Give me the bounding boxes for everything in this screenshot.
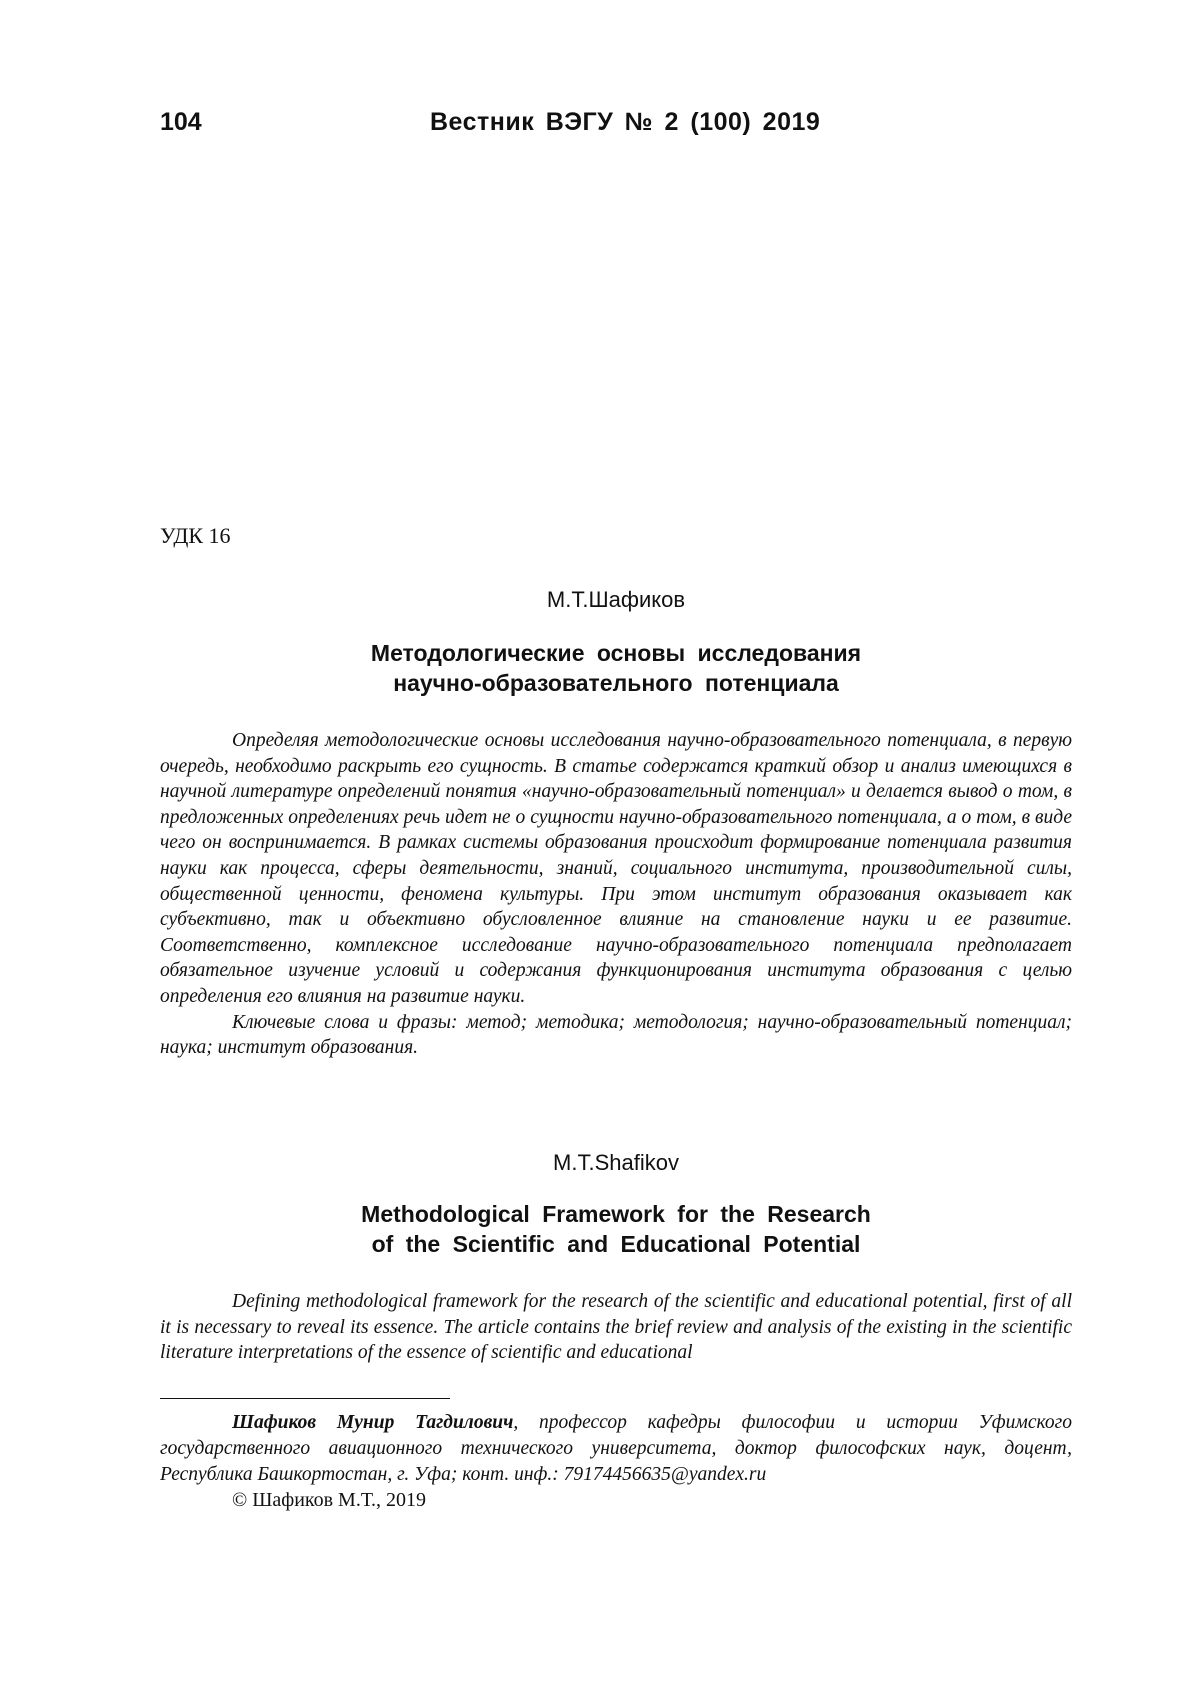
title-en-line-1: Methodological Framework for the Research bbox=[361, 1201, 871, 1227]
author-footnote bbox=[160, 1410, 1072, 1488]
page-number: 104 bbox=[160, 108, 202, 136]
article-title-en bbox=[0, 1199, 1200, 1259]
title-en-line-2: of the Scientific and Educational Potential bbox=[371, 1231, 861, 1257]
udk-code: УДК 16 bbox=[160, 523, 231, 548]
abstract-ru-text: Определяя методологические основы исследования научно-образовательного потенциала, в первую очередь, необходимо раскрыть его сущность. В статье содержатся краткий обзор и анализ имеющихся в научной литературе определений понятия «научно-образовательный потенциал» и делается вывод о том, в предложенных определениях речь идет не о сущности научно-образовательного потенциала, а о том, в виде чего он воспринимается. В рамках системы образования происходит формирование потенциала развития науки как процесса, сферы деятельности, знаний, социального института, производительной силы, общественной ценности, феномена культуры. При этом институт образования оказывает как субъективно, так и объективно обусловленное влияние на становление науки и ее развитие. Соответственно, комплексное исследование научно-образовательного потенциала предполагает обязательное изучение условий и содержания функционирования института образования с целью определения его влияния на развитие науки. bbox=[160, 730, 1072, 1007]
author-en: M.T.Shafikov bbox=[553, 1150, 679, 1175]
footnote-divider bbox=[160, 1398, 450, 1399]
journal-title: Вестник ВЭГУ № 2 (100) 2019 bbox=[430, 108, 821, 136]
title-ru-line-2: научно-образовательного потенциала bbox=[393, 670, 839, 696]
title-ru-line-1: Методологические основы исследования bbox=[370, 640, 862, 666]
copyright-notice: © Шафиков М.Т., 2019 bbox=[232, 1489, 427, 1511]
author-ru: М.Т.Шафиков bbox=[546, 587, 686, 612]
abstract-en-text: Defining methodological framework for the research of the scientific and educational potential, first of all it is necessary to reveal its essence. The article contains the brief review and analysis of the existing in the scientific literature interpretations of the essence of scientific and educational bbox=[160, 1291, 1072, 1364]
footnote-author-info: , профессор кафедры философии и истории Уфимского государственного авиационного технического университета, доктор философских наук, доцент, Республика Башкортостан, г. Уфа; конт. инф.: 79174456635@yandex.ru bbox=[160, 1412, 1072, 1485]
running-header bbox=[160, 108, 1160, 148]
footnote-author-name: Шафиков Мунир Тагдилович bbox=[232, 1412, 514, 1433]
article-title-ru bbox=[0, 638, 1200, 698]
abstract-en bbox=[160, 1289, 1072, 1366]
abstract-ru bbox=[160, 728, 1072, 1061]
keywords-ru: Ключевые слова и фразы: метод; методика; методология; научно-образовательный потенциал; наука; институт образования. bbox=[160, 1011, 1072, 1059]
